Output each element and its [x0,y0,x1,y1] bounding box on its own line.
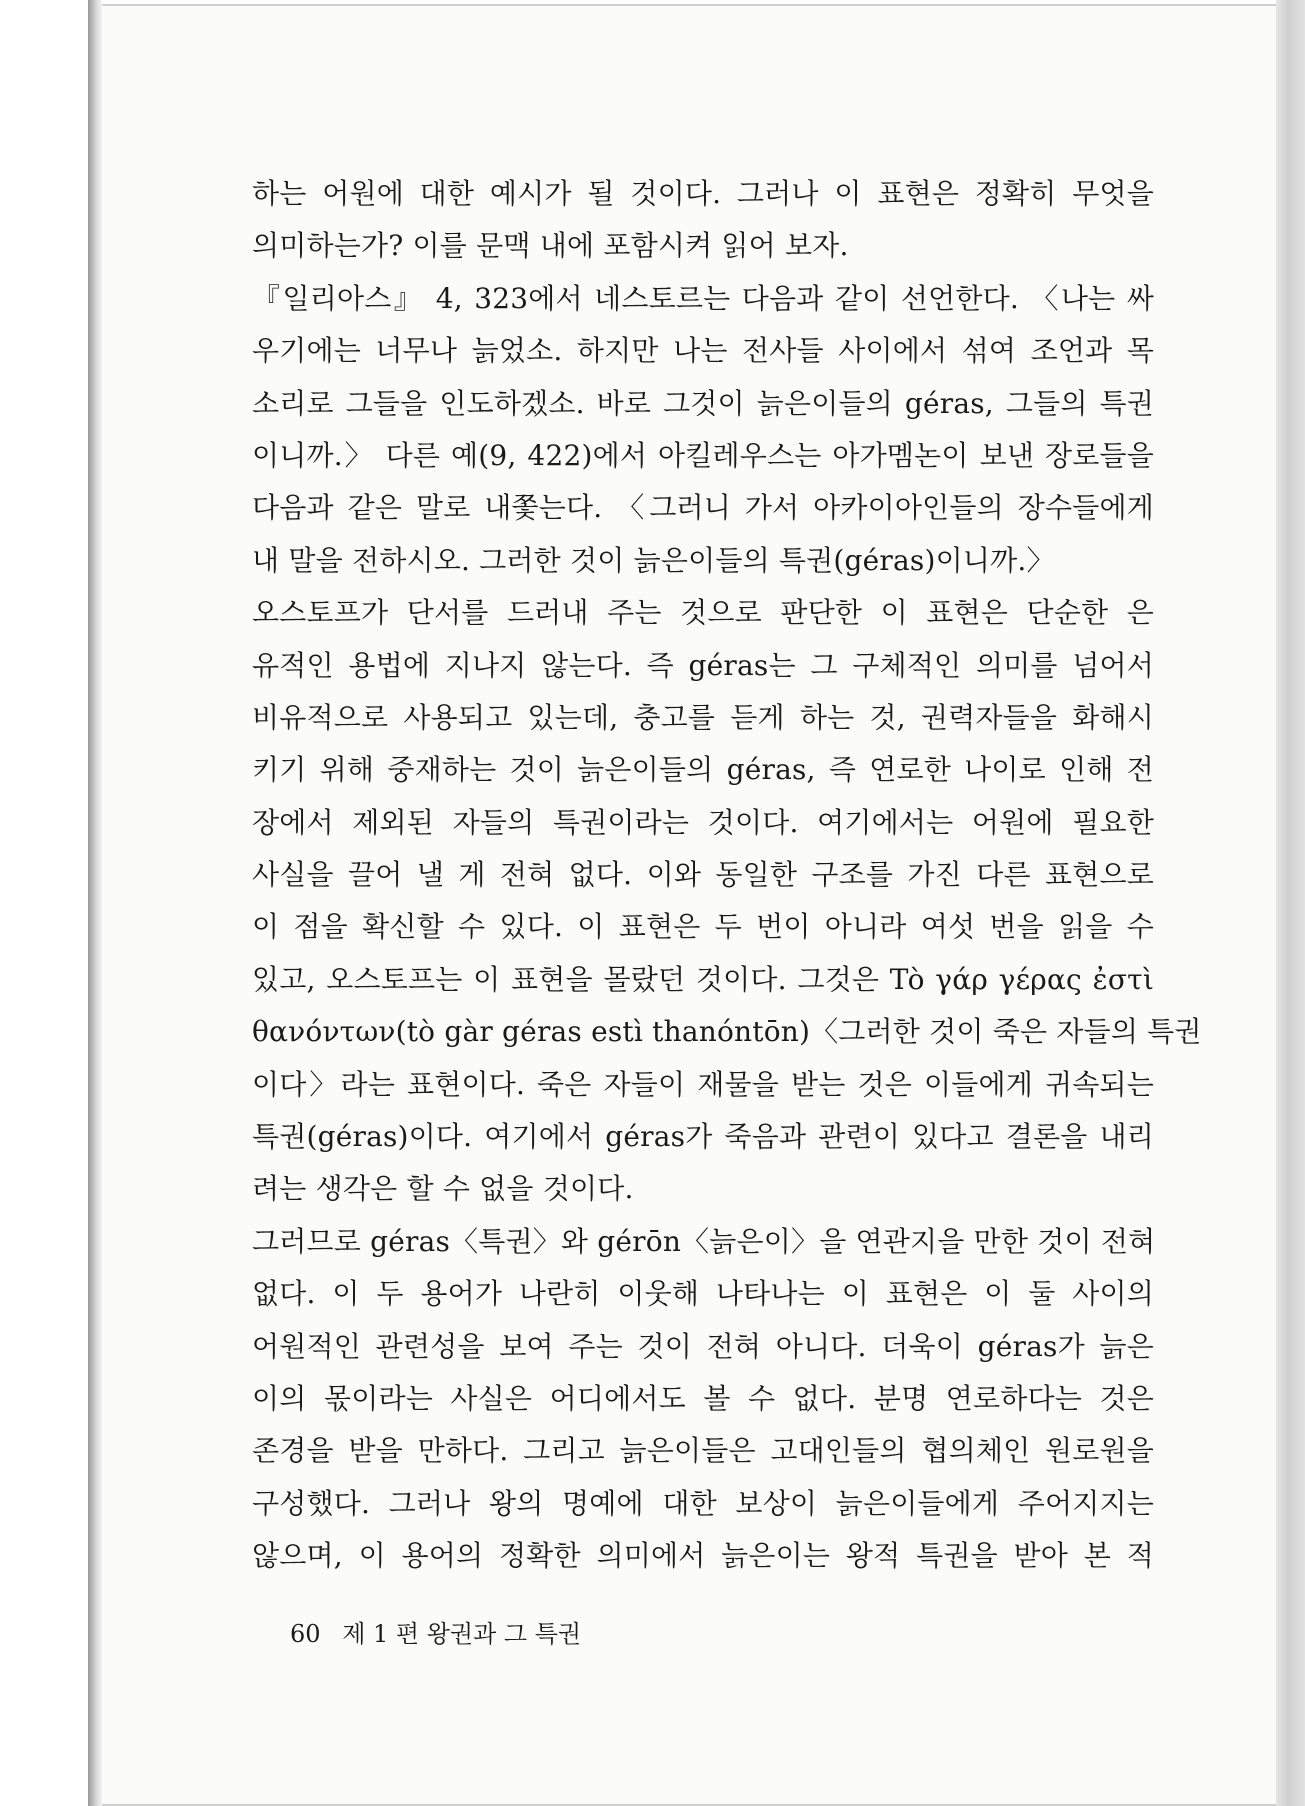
text-line: 있고, 오스토프는 이 표현을 몰랐던 것이다. 그것은 Tò γάρ γέρας ἐστὶ [252,962,1154,996]
text-line: 오스토프가 단서를 드러내 주는 것으로 판단한 이 표현은 단순한 은 [252,596,1154,630]
text-line: 『일리아스』 4, 323에서 네스토르는 다음과 같이 선언한다. 〈나는 싸 [252,281,1154,315]
running-footer-title: 제 1 편 왕권과 그 특권 [342,1620,582,1648]
book-gutter-shadow [88,0,102,1806]
text-line: 우기에는 너무나 늙었소. 하지만 나는 전사들 사이에서 섞여 조언과 목 [252,334,1154,368]
book-page [102,4,1276,1806]
text-line: 않으며, 이 용어의 정확한 의미에서 늙은이는 왕적 특권을 받아 본 적 [252,1539,1154,1573]
text-line: 하는 어원에 대한 예시가 될 것이다. 그러나 이 표현은 정확히 무엇을 [252,177,1154,210]
text-line: 어원적인 관련성을 보여 주는 것이 전혀 아니다. 더욱이 géras가 늙은 [252,1329,1154,1363]
text-line: θανόντων(tò gàr géras estì thanóntōn)〈그러한 것이 죽은 자들의 특권 [252,1015,1202,1049]
text-line: 존경을 받을 만하다. 그리고 늙은이들은 고대인들의 협의체인 원로원을 [252,1434,1154,1468]
text-line: 키기 위해 중재하는 것이 늙은이들의 géras, 즉 연로한 나이로 인해 전 [252,753,1154,787]
text-line: 그러므로 géras〈특권〉와 gérōn〈늙은이〉을 연관지을 만한 것이 전혀 [252,1224,1156,1258]
text-line: 특권(géras)이다. 여기에서 géras가 죽음과 관련이 있다고 결론을 내리 [252,1120,1154,1154]
body-text [252,168,1202,1583]
text-line: 비유적으로 사용되고 있는데, 충고를 듣게 하는 것, 권력자들을 화해시 [252,700,1154,734]
text-line: 이 점을 확신할 수 있다. 이 표현은 두 번이 아니라 여섯 번을 읽을 수 [252,910,1154,944]
text-line: 내 말을 전하시오. 그러한 것이 늙은이들의 특권(géras)이니까.〉 [252,543,1055,577]
text-line: 장에서 제외된 자들의 특권이라는 것이다. 여기에서는 어원에 필요한 [252,805,1154,839]
text-line: 사실을 끌어 낼 게 전혀 없다. 이와 동일한 구조를 가진 다른 표현으로 [252,858,1154,892]
page-footer [290,1614,581,1649]
text-line: 이다〉라는 표현이다. 죽은 자들이 재물을 받는 것은 이들에게 귀속되는 [252,1067,1154,1101]
text-line: 이니까.〉 다른 예(9, 422)에서 아킬레우스는 아가멤논이 보낸 장로들을 [252,438,1154,472]
text-line: 소리로 그들을 인도하겠소. 바로 그것이 늙은이들의 géras, 그들의 특권 [252,386,1154,420]
book-page-edge [1276,0,1305,1806]
text-line: 의미하는가? 이를 문맥 내에 포함시켜 읽어 보자. [252,229,849,263]
page-number: 60 [290,1620,321,1648]
text-line: 려는 생각은 할 수 없을 것이다. [252,1172,634,1206]
text-line: 다음과 같은 말로 내쫓는다. 〈그러니 가서 아카이아인들의 장수들에게 [252,491,1154,525]
text-line: 없다. 이 두 용어가 나란히 이웃해 나타나는 이 표현은 이 둘 사이의 [252,1277,1154,1311]
text-line: 이의 몫이라는 사실은 어디에서도 볼 수 없다. 분명 연로하다는 것은 [252,1381,1154,1415]
text-line: 구성했다. 그러나 왕의 명예에 대한 보상이 늙은이들에게 주어지지는 [252,1486,1154,1520]
text-line: 유적인 용법에 지나지 않는다. 즉 géras는 그 구체적인 의미를 넘어서 [252,648,1154,682]
